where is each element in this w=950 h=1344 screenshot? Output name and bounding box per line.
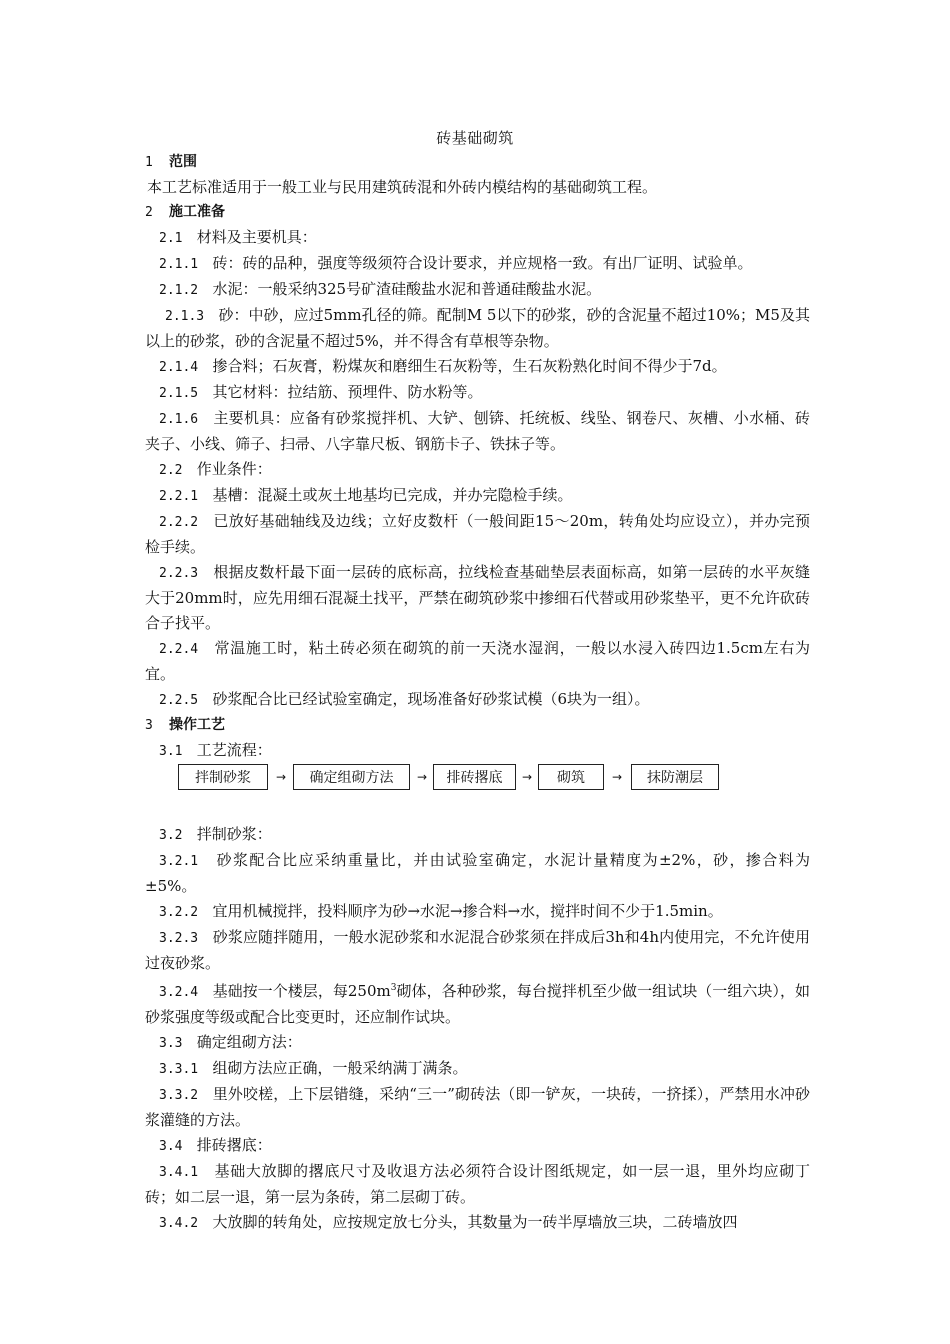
section-heading-1 [145,150,810,175]
clause-number: 2.1 [159,231,183,246]
clause-text: 其它材料：拉结筋、预埋件、防水粉等。 [212,383,483,401]
clause-text: 砂浆配合比应采纳重量比，并由试验室确定，水泥计量精度为±2%，砂，掺合料为±5%。 [145,851,811,895]
clause-text: 材料及主要机具： [196,228,317,246]
clause-text: 砂浆应随拌随用，一般水泥砂浆和水泥混合砂浆须在拌成后3h和4h内使用完，不允许使用过夜砂浆。 [145,928,810,972]
clause-number: 2.2.4 [159,642,199,657]
clause-2-2-2 [145,509,810,560]
flow-arrow: → [611,770,623,784]
clause-3-2-4 [145,976,810,1030]
clause-text: 基础按一个楼层，每250m [212,982,391,1000]
clause-number: 2.1.3 [165,309,205,324]
section-heading-3 [145,713,810,738]
section-title: 范围 [169,154,197,170]
document-body [145,150,810,1236]
flow-step-4: 砌筑 [538,764,604,790]
process-flowchart [145,762,810,798]
clause-2-2-5 [145,687,810,713]
clause-2-1-1 [145,251,810,277]
clause-3-4 [145,1133,810,1159]
clause-text: 大放脚的转角处，应按规定放七分头，其数量为一砖半厚墙放三块，二砖墙放四 [212,1213,738,1231]
section-number: 2 [145,205,153,220]
clause-3-2-3 [145,925,810,976]
clause-2-1-5 [145,380,810,406]
clause-text: 排砖撂底： [196,1136,272,1154]
flow-step-5: 抹防潮层 [631,764,719,790]
clause-text: 掺合料；石灰膏，粉煤灰和磨细生石灰粉等，生石灰粉熟化时间不得少于7d。 [212,357,727,375]
clause-text: 已放好基础轴线及边线；立好皮数杆（一般间距15～20m，转角处均应设立），并办完预检手续。 [145,512,811,556]
clause-3-2-1 [145,848,810,899]
clause-number: 3.2.2 [159,905,199,920]
clause-number: 2.2.3 [159,566,199,581]
superscript: 3 [390,983,397,993]
clause-2-2 [145,457,810,483]
clause-number: 2.1.6 [159,412,199,427]
clause-2-1-2 [145,277,810,303]
clause-number: 3.1 [159,744,183,759]
clause-3-4-2 [145,1210,810,1236]
clause-number: 2.2.5 [159,693,199,708]
clause-number: 3.2.1 [159,854,199,869]
clause-text: 根据皮数杆最下面一层砖的底标高，拉线检查基础垫层表面标高，如第一层砖的水平灰缝大于20mm时，应先用细石混凝土找平，严禁在砌筑砂浆中掺细石代替或用砂浆垫平，更不允许砍砖合子找平。 [145,563,810,632]
clause-number: 2.1.1 [159,257,199,272]
clause-text: 作业条件： [196,460,272,478]
flow-arrow: → [416,770,428,784]
clause-number: 2.1.4 [159,360,199,375]
clause-text: 砂浆配合比已经试验室确定，现场准备好砂浆试模（6块为一组）。 [212,690,650,708]
clause-2-1 [145,225,810,251]
flow-step-3: 排砖撂底 [433,764,516,790]
clause-text: 工艺流程： [196,741,272,759]
clause-3-1 [145,738,810,764]
clause-text: 确定组砌方法： [196,1033,302,1051]
clause-text: 宜用机械搅拌，投料顺序为砂→水泥→掺合料→水，搅拌时间不少于1.5min。 [212,902,723,920]
document-title: 砖基础砌筑 [436,129,514,147]
section-heading-2 [145,200,810,225]
clause-3-3-1 [145,1056,810,1082]
clause-3-2-2 [145,899,810,925]
section-number: 1 [145,155,153,170]
clause-2-2-3 [145,560,810,636]
clause-text: 水泥：一般采纳325号矿渣硅酸盐水泥和普通硅酸盐水泥。 [212,280,602,298]
clause-text: 基础大放脚的撂底尺寸及收退方法必须符合设计图纸规定，如一层一退，里外均应砌丁砖；如二层一退，第一层为条砖，第二层砌丁砖。 [145,1162,810,1206]
clause-text: 常温施工时，粘土砖必须在砌筑的前一天浇水湿润，一般以水浸入砖四边1.5cm左右为宜。 [145,639,811,683]
clause-number: 2.2.1 [159,489,199,504]
clause-number: 2.1.5 [159,386,199,401]
section-title: 操作工艺 [169,717,225,733]
clause-number: 3.4 [159,1139,183,1154]
clause-text: 砂：中砂，应过5mm孔径的筛。配制M 5以下的砂浆，砂的含泥量不超过10%；M5及其以上的砂浆，砂的含泥量不超过5%，并不得含有草根等杂物。 [145,306,810,350]
clause-number: 3.3 [159,1036,183,1051]
flow-step-2: 确定组砌方法 [293,764,410,790]
clause-number: 3.4.1 [159,1165,199,1180]
clause-2-1-4 [145,354,810,380]
clause-number: 3.3.2 [159,1088,199,1103]
clause-text: 拌制砂浆： [196,825,272,843]
flow-arrow: → [521,770,533,784]
section-title: 施工准备 [169,204,225,220]
clause-text: 砖：砖的品种，强度等级须符合设计要求，并应规格一致。有出厂证明、试验单。 [212,254,753,272]
flow-arrow: → [275,770,287,784]
clause-number: 3.2.4 [159,985,199,1000]
clause-3-4-1 [145,1159,810,1210]
clause-2-2-4 [145,636,810,687]
paragraph-1: 本工艺标准适用于一般工业与民用建筑砖混和外砖内模结构的基础砌筑工程。 [147,178,658,196]
clause-text: 里外咬槎，上下层错缝，采纳“三一”砌砖法（即一铲灰，一块砖，一挤揉），严禁用水冲砂浆灌缝的方法。 [145,1085,810,1129]
clause-2-2-1 [145,483,810,509]
clause-number: 2.1.2 [159,283,199,298]
clause-number: 3.4.2 [159,1216,199,1231]
clause-number: 3.3.1 [159,1062,199,1077]
clause-3-2 [145,822,810,848]
flow-step-1: 拌制砂浆 [178,764,268,790]
section-number: 3 [145,718,153,733]
clause-number: 3.2.3 [159,931,199,946]
clause-text: 主要机具：应备有砂浆搅拌机、大铲、刨锛、托统板、线坠、钢卷尺、灰槽、小水桶、砖夹子、小线、筛子、扫帚、八字靠尺板、钢筋卡子、铁抹子等。 [145,409,810,453]
clause-3-3 [145,1030,810,1056]
clause-2-1-6 [145,406,810,457]
clause-number: 2.2.2 [159,515,199,530]
clause-number: 2.2 [159,463,183,478]
clause-3-3-2 [145,1082,810,1133]
clause-text: 砌体，各种砂浆，每台搅拌机至少做一组试块（一组六块），如砂浆强度等级或配合比变更时，还应制作试块。 [145,982,810,1026]
clause-number: 3.2 [159,828,183,843]
clause-2-1-3 [145,303,810,354]
clause-text: 基槽：混凝土或灰土地基均已完成，并办完隐检手续。 [212,486,573,504]
clause-text: 组砌方法应正确，一般采纳满丁满条。 [212,1059,468,1077]
